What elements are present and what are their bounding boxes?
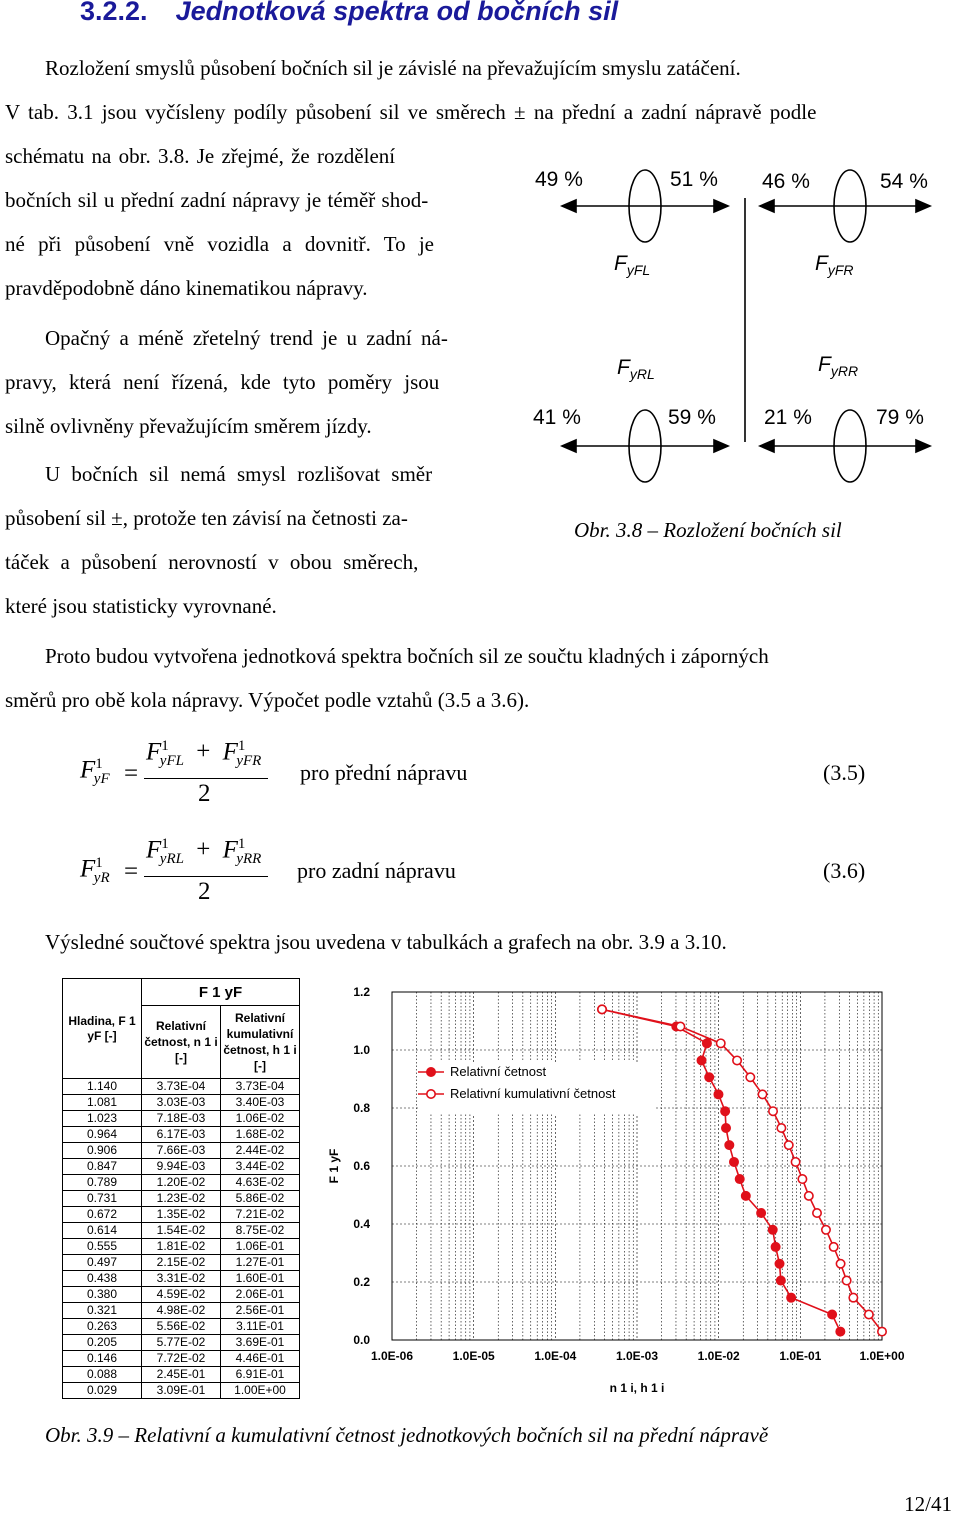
- col-cum-header: Relativní kumulativní četnost, h 1 i [-]: [221, 1006, 300, 1079]
- page-number: 12/41: [904, 1492, 952, 1516]
- data-point: [730, 1158, 738, 1166]
- data-point: [725, 1141, 733, 1149]
- text-line: působení sil ±, protože ten závisí na četnosti za-: [5, 506, 408, 530]
- text-line: schématu na obr. 3.8. Je zřejmé, že rozdělení: [5, 144, 396, 168]
- pct-rr-right: 79 %: [876, 406, 924, 429]
- data-point: [791, 1158, 799, 1166]
- data-point: [849, 1293, 857, 1301]
- pct-rr-left: 21 %: [764, 406, 812, 429]
- paragraph-3: [5, 452, 503, 628]
- table-cell: 4.46E-01: [221, 1351, 300, 1367]
- table-cell: 5.86E-02: [221, 1191, 300, 1207]
- table-cell: 7.72E-02: [142, 1351, 221, 1367]
- paragraph-5: Výsledné součtové spektra jsou uvedena v tabulkách a grafech na obr. 3.9 a 3.10.: [45, 930, 727, 954]
- data-point: [717, 1039, 725, 1047]
- text-line: pravy, která není řízená, kde tyto poměry jsou: [5, 370, 440, 394]
- table-cell: 1.54E-02: [142, 1223, 221, 1239]
- table-cell: 3.11E-01: [221, 1319, 300, 1335]
- text-line: U bočních sil nemá smysl rozlišovat směr: [45, 462, 433, 486]
- series-line: [602, 1009, 882, 1331]
- pct-rl-right: 59 %: [668, 406, 716, 429]
- data-point: [878, 1327, 886, 1335]
- table-cell: 1.023: [63, 1111, 142, 1127]
- table-cell: 5.56E-02: [142, 1319, 221, 1335]
- fl-arrow-left-head: [562, 200, 576, 212]
- table-cell: 3.40E-03: [221, 1095, 300, 1111]
- data-point: [865, 1310, 873, 1318]
- table-cell: 7.66E-03: [142, 1143, 221, 1159]
- pct-fr-right: 54 %: [880, 170, 928, 193]
- pct-rl-left: 41 %: [533, 406, 581, 429]
- table-cell: 7.18E-03: [142, 1111, 221, 1127]
- paragraph-4: [5, 634, 958, 722]
- fr-arrow-left-head: [760, 200, 774, 212]
- rl-arrow-left-head: [562, 440, 576, 452]
- table-cell: 3.03E-03: [142, 1095, 221, 1111]
- table-cell: 4.59E-02: [142, 1287, 221, 1303]
- table-row: [63, 1079, 300, 1095]
- text-line: né při působení vně vozidla a dovnitř. To je: [5, 232, 434, 256]
- table-row: [63, 1367, 300, 1383]
- section-title: Jednotková spektra od bočních sil: [175, 0, 619, 26]
- table-cell: 2.45E-01: [142, 1367, 221, 1383]
- table-cell: 1.35E-02: [142, 1207, 221, 1223]
- table-cell: 1.60E-01: [221, 1271, 300, 1287]
- data-point: [733, 1056, 741, 1064]
- data-point: [742, 1192, 750, 1200]
- rr-arrow-left-head: [760, 440, 774, 452]
- table-row: [63, 1255, 300, 1271]
- eq35-equals: =: [124, 760, 139, 787]
- table-cell: 0.964: [63, 1127, 142, 1143]
- eq36-equals: =: [124, 858, 139, 885]
- paragraph-2: [5, 316, 503, 448]
- y-tick-label: 1.2: [353, 985, 370, 999]
- text-line: směrů pro obě kola nápravy. Výpočet podle vztahů (3.5 a 3.6).: [5, 688, 530, 712]
- eq35-denominator: 2: [198, 780, 211, 807]
- table-cell: 1.081: [63, 1095, 142, 1111]
- data-point: [746, 1073, 754, 1081]
- x-tick-label: 1.0E+00: [859, 1349, 905, 1363]
- figure-3-9-caption: Obr. 3.9 – Relativní a kumulativní četnost jednotkových bočních sil na přední nápravě: [45, 1423, 769, 1447]
- table-cell: 0.614: [63, 1223, 142, 1239]
- table-row: [63, 1191, 300, 1207]
- y-tick-label: 0.0: [353, 1333, 370, 1347]
- table-cell: 0.380: [63, 1287, 142, 1303]
- figure-3-8-caption: Obr. 3.8 – Rozložení bočních sil: [574, 518, 842, 542]
- table-cell: 5.77E-02: [142, 1335, 221, 1351]
- table-row: [63, 1351, 300, 1367]
- data-point: [736, 1175, 744, 1183]
- table-cell: 0.731: [63, 1191, 142, 1207]
- table-cell: 4.63E-02: [221, 1175, 300, 1191]
- table-row: [63, 1287, 300, 1303]
- pct-fl-left: 49 %: [535, 168, 583, 191]
- eq35-number: (3.5): [823, 760, 866, 785]
- y-tick-label: 0.8: [353, 1101, 370, 1115]
- table-row: [63, 1303, 300, 1319]
- table-cell: 1.06E-01: [221, 1239, 300, 1255]
- frequency-table: [62, 978, 300, 1399]
- table-cell: 0.847: [63, 1159, 142, 1175]
- data-point: [828, 1310, 836, 1318]
- table-cell: 1.68E-02: [221, 1127, 300, 1143]
- text-line: Rozložení smyslů působení bočních sil je závislé na převažujícím smyslu zatáčení.: [45, 56, 741, 80]
- data-point: [777, 1276, 785, 1284]
- eq36-fraction-bar: [144, 876, 268, 877]
- text-line: V tab. 3.1 jsou vyčísleny podíly působení sil ve směrech ± na přední a zadní nápravě podle: [5, 100, 817, 124]
- table-cell: 3.09E-01: [142, 1383, 221, 1399]
- label-fyfl: $F_{yFL}$: [614, 252, 651, 279]
- data-point: [703, 1039, 711, 1047]
- table-row: [63, 1271, 300, 1287]
- eq36-denominator: 2: [198, 878, 211, 905]
- fr-arrow-right-head: [916, 200, 930, 212]
- data-point: [771, 1243, 779, 1251]
- data-point: [697, 1056, 705, 1064]
- legend-marker: [427, 1090, 435, 1098]
- pct-fl-right: 51 %: [670, 168, 718, 191]
- text-line: Opačný a méně zřetelný trend je u zadní ná-: [45, 326, 448, 350]
- data-point: [785, 1141, 793, 1149]
- table-cell: 0.205: [63, 1335, 142, 1351]
- section-heading: [80, 0, 618, 27]
- fl-arrow-right-head: [714, 200, 728, 212]
- label-fyrl: $F_{yRL}$: [617, 356, 655, 383]
- label-fyrr: $F_{yRR}$: [818, 353, 859, 380]
- table-cell: 0.029: [63, 1383, 142, 1399]
- table-cell: 1.00E+00: [221, 1383, 300, 1399]
- data-point: [842, 1276, 850, 1284]
- data-point: [722, 1124, 730, 1132]
- table-row: [63, 1175, 300, 1191]
- table-cell: 2.06E-01: [221, 1287, 300, 1303]
- table-cell: 0.146: [63, 1351, 142, 1367]
- table-row: [63, 1111, 300, 1127]
- data-point: [836, 1260, 844, 1268]
- data-point: [836, 1327, 844, 1335]
- table-cell: 1.23E-02: [142, 1191, 221, 1207]
- data-point: [769, 1107, 777, 1115]
- legend-label: Relativní četnost: [450, 1064, 547, 1079]
- table-row: [63, 1159, 300, 1175]
- table-row: [63, 1207, 300, 1223]
- paragraph-1: [5, 46, 958, 134]
- rl-arrow-right-head: [714, 440, 728, 452]
- col-level-header: Hladina, F 1 yF [-]: [63, 979, 142, 1079]
- data-point: [758, 1090, 766, 1098]
- pct-fr-left: 46 %: [762, 170, 810, 193]
- table-cell: 3.69E-01: [221, 1335, 300, 1351]
- text-line: Proto budou vytvořena jednotková spektra bočních sil ze součtu kladných i záporných: [45, 644, 769, 668]
- table-cell: 3.31E-02: [142, 1271, 221, 1287]
- table-row: [63, 1383, 300, 1399]
- data-point: [714, 1090, 722, 1098]
- col-rel-header: Relativní četnost, n 1 i [-]: [142, 1006, 221, 1079]
- text-line: bočních sil u přední zadní nápravy je téměř shod-: [5, 188, 429, 212]
- text-line: táček a působení nerovností v obou směrech,: [5, 550, 419, 574]
- eq35-description: pro přední nápravu: [300, 760, 468, 785]
- x-tick-label: 1.0E-01: [779, 1349, 822, 1363]
- table-cell: 6.91E-01: [221, 1367, 300, 1383]
- table-cell: 0.789: [63, 1175, 142, 1191]
- legend-marker: [427, 1068, 435, 1076]
- eq36-lhs: $F^1_{yR}$: [80, 855, 110, 887]
- table-cell: 0.438: [63, 1271, 142, 1287]
- table-cell: 8.75E-02: [221, 1223, 300, 1239]
- table-cell: 0.906: [63, 1143, 142, 1159]
- series-line: [602, 1009, 840, 1331]
- table-cell: 2.15E-02: [142, 1255, 221, 1271]
- table-cell: 4.98E-02: [142, 1303, 221, 1319]
- text-line: pravděpodobně dáno kinematikou nápravy.: [5, 276, 368, 300]
- x-tick-label: 1.0E-05: [452, 1349, 495, 1363]
- x-tick-label: 1.0E-06: [370, 1349, 414, 1363]
- data-point: [757, 1209, 765, 1217]
- eq36-number: (3.6): [823, 858, 866, 883]
- data-point: [822, 1226, 830, 1234]
- table-cell: 1.20E-02: [142, 1175, 221, 1191]
- x-tick-label: 1.0E-03: [615, 1349, 659, 1363]
- data-point: [787, 1293, 795, 1301]
- label-fyfr: $F_{yFR}$: [815, 252, 854, 279]
- text-line: které jsou statisticky vyrovnané.: [5, 594, 277, 618]
- eq36-numerator: $F^1_{yRL} + F^1_{yRR}$: [146, 836, 262, 868]
- data-point: [676, 1022, 684, 1030]
- y-tick-label: 1.0: [353, 1043, 370, 1057]
- legend-label: Relativní kumulativní četnost: [450, 1086, 616, 1101]
- table-cell: 0.672: [63, 1207, 142, 1223]
- table-cell: 7.21E-02: [221, 1207, 300, 1223]
- data-point: [598, 1005, 606, 1013]
- x-tick-label: 1.0E-04: [534, 1349, 577, 1363]
- data-point: [775, 1260, 783, 1268]
- data-point: [721, 1107, 729, 1115]
- text-line: silně ovlivněny převažujícím směrem jízdy.: [5, 414, 372, 438]
- eq35-numerator: $F^1_{yFL} + F^1_{yFR}$: [146, 738, 262, 770]
- y-tick-label: 0.2: [353, 1275, 370, 1289]
- table-cell: 0.321: [63, 1303, 142, 1319]
- eq35-lhs: $F^1_{yF}$: [80, 756, 110, 788]
- table-row: [63, 1239, 300, 1255]
- data-point: [805, 1192, 813, 1200]
- table-cell: 1.140: [63, 1079, 142, 1095]
- data-point: [777, 1124, 785, 1132]
- table-cell: 1.27E-01: [221, 1255, 300, 1271]
- table-cell: 9.94E-03: [142, 1159, 221, 1175]
- table-cell: 0.555: [63, 1239, 142, 1255]
- data-point: [769, 1226, 777, 1234]
- table-cell: 0.263: [63, 1319, 142, 1335]
- table-cell: 1.81E-02: [142, 1239, 221, 1255]
- rr-arrow-right-head: [916, 440, 930, 452]
- table-row: [63, 1143, 300, 1159]
- table-row: [63, 1095, 300, 1111]
- data-point: [813, 1209, 821, 1217]
- table-cell: 6.17E-03: [142, 1127, 221, 1143]
- table-cell: 3.44E-02: [221, 1159, 300, 1175]
- section-number: 3.2.2.: [80, 0, 148, 26]
- table-row: [63, 1335, 300, 1351]
- table-row: [63, 1319, 300, 1335]
- table-cell: 3.73E-04: [221, 1079, 300, 1095]
- table-cell: 0.088: [63, 1367, 142, 1383]
- data-point: [798, 1175, 806, 1183]
- table-cell: 0.497: [63, 1255, 142, 1271]
- table-cell: 2.56E-01: [221, 1303, 300, 1319]
- table-row: [63, 1127, 300, 1143]
- x-tick-label: 1.0E-02: [697, 1349, 740, 1363]
- data-point: [829, 1243, 837, 1251]
- table-cell: 3.73E-04: [142, 1079, 221, 1095]
- table-cell: 2.44E-02: [221, 1143, 300, 1159]
- x-axis-title: n 1 i, h 1 i: [609, 1381, 665, 1395]
- data-point: [705, 1073, 713, 1081]
- y-tick-label: 0.6: [353, 1159, 370, 1173]
- y-tick-label: 0.4: [353, 1217, 370, 1231]
- table-row: [63, 1223, 300, 1239]
- table-cell: 1.06E-02: [221, 1111, 300, 1127]
- table-body: [63, 1079, 300, 1399]
- y-axis-title: F 1 yF: [327, 1148, 341, 1184]
- paragraph-1-wrap: [5, 134, 503, 310]
- table-group-title: F 1 yF: [142, 979, 300, 1006]
- frequency-chart: [320, 978, 905, 1398]
- eq36-description: pro zadní nápravu: [297, 858, 456, 883]
- eq35-fraction-bar: [144, 778, 268, 779]
